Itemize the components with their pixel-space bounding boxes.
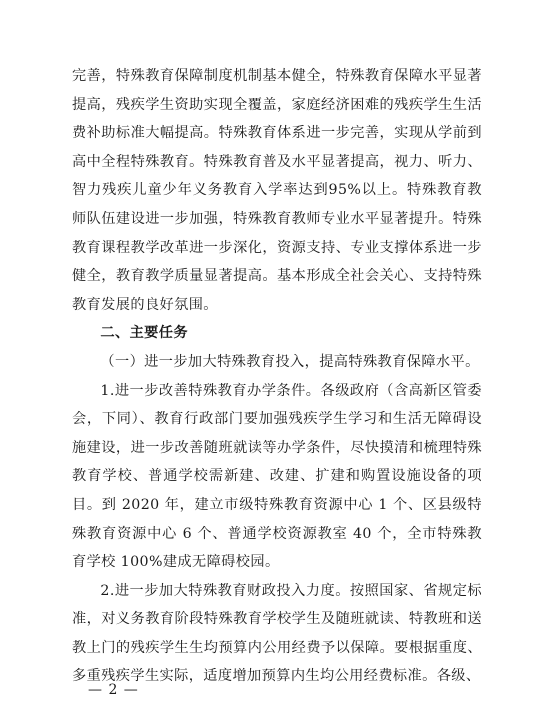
paragraph-item-2: 2.进一步加大特殊教育财政投入力度。按照国家、省规定标准，对义务教育阶段特殊教育学校学生及随班就读、特教班和送教上门的残疾学生生均预算内公用经费予以保障。要根据重度、多重残疾学生实际，适度增加预算内生均公用经费标准。各级、 <box>72 582 482 685</box>
paragraph-goals: 完善，特殊教育保障制度机制基本健全，特殊教育保障水平显著提高，残疾学生资助实现全覆盖，家庭经济困难的残疾学生生活费补助标准大幅提高。特殊教育体系进一步完善，实现从学前到高中全程特殊教育。特殊教育普及水平显著提高，视力、听力、智力残疾儿童少年义务教育入学率达到95%以上。特殊教育教师队伍建设进一步加强，特殊教育教师专业水平显著提升。特殊教育课程教学改革进一步深化，资源支持、专业支撑体系进一步健全，教育教学质量显著提高。基本形成全社会关心、支持特殊教育发展的良好氛围。 <box>72 68 482 313</box>
subsection-heading-investment: （一）进一步加大特殊教育投入，提高特殊教育保障水平。 <box>100 353 480 370</box>
page-number: — 2 — <box>88 682 139 698</box>
document-body <box>72 62 482 691</box>
paragraph-item-1: 1.进一步改善特殊教育办学条件。各级政府（含高新区管委会，下同）、教育行政部门要加强残疾学生学习和生活无障碍设施建设，进一步改善随班就读等办学条件，尽快摸清和梳理特殊教育学校、普通学校需新建、改建、扩建和购置设施设备的项目。到 2020 年，建立市级特殊教育资源中心 1 个、区县级特殊教育资源中心 6 个、普通学校资源教室 40 个，全市特殊教育学校 100%建成无障碍校园。 <box>72 382 482 571</box>
section-heading-main-tasks: 二、主要任务 <box>100 325 188 342</box>
